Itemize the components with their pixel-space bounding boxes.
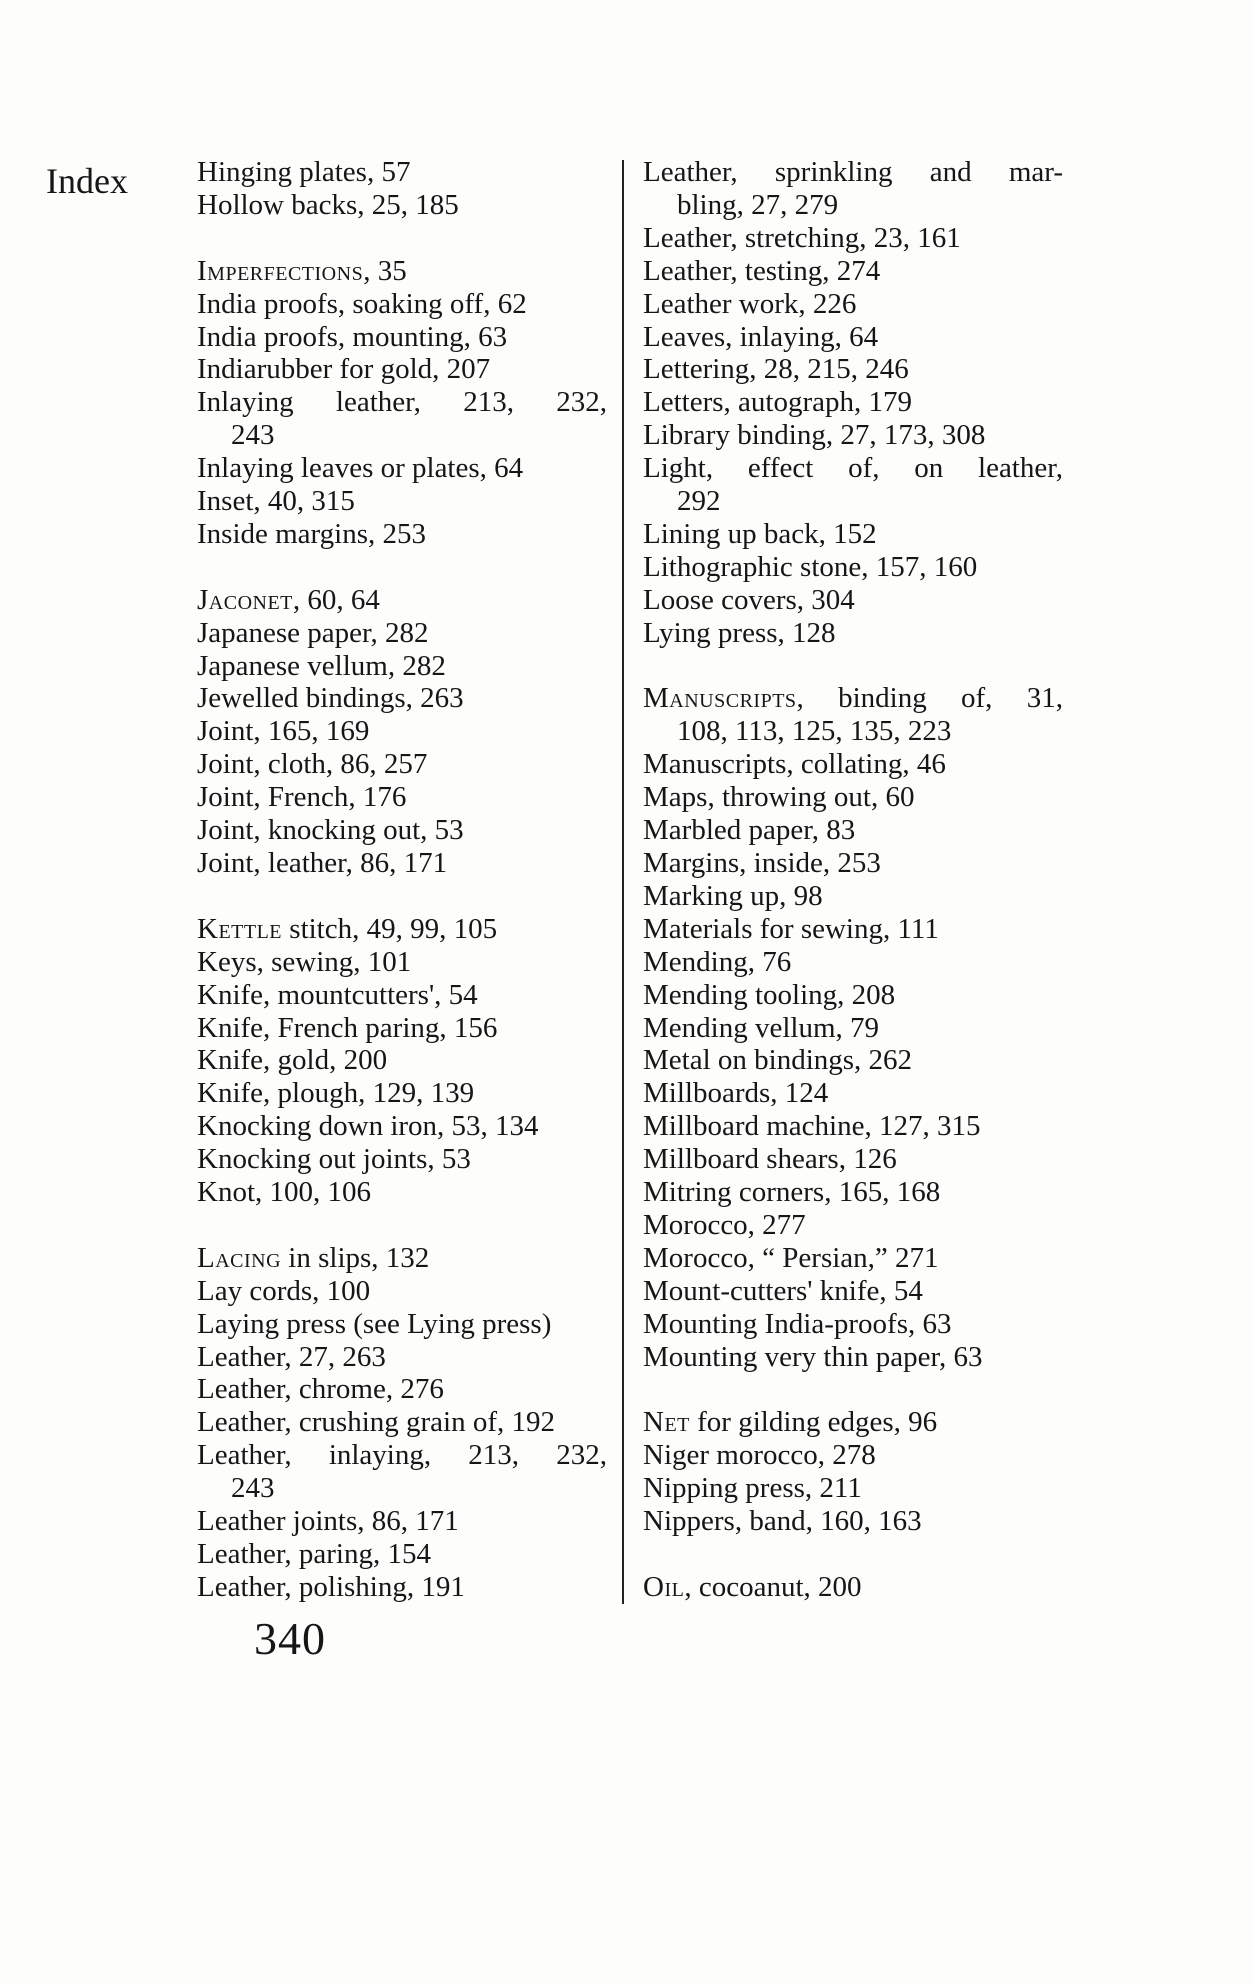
index-entry: Leather, polishing, 191 xyxy=(197,1570,465,1603)
index-entry: Morocco, “ Persian,” 271 xyxy=(643,1241,939,1274)
index-entry: Knife, mountcutters', 54 xyxy=(197,978,478,1011)
entry-text: stitch, 49, 99, 105 xyxy=(282,912,498,945)
index-entry: Leather work, 226 xyxy=(643,287,857,320)
index-entry: Library binding, 27, 173, 308 xyxy=(643,419,986,452)
index-entry xyxy=(643,1571,1063,1604)
index-entry: Joint, knocking out, 53 xyxy=(197,814,464,847)
index-entry: Inlaying leather, 213, 232, xyxy=(197,386,607,419)
section-lead-word: Oil xyxy=(643,1570,685,1603)
index-entry: Millboard shears, 126 xyxy=(643,1143,897,1176)
index-entry: Jewelled bindings, 263 xyxy=(197,682,464,715)
index-entry-continuation: 243 xyxy=(231,1472,275,1505)
index-entry: Leather, sprinkling and mar- xyxy=(643,156,1063,188)
index-entry: Millboard machine, 127, 315 xyxy=(643,1110,981,1143)
index-entry xyxy=(643,682,1063,715)
index-entry: Lettering, 28, 215, 246 xyxy=(643,353,909,386)
index-entry: Inside margins, 253 xyxy=(197,517,427,550)
index-entry: Inlaying leaves or plates, 64 xyxy=(197,452,524,485)
index-entry: Marking up, 98 xyxy=(643,879,823,912)
index-entry: Hollow backs, 25, 185 xyxy=(197,188,459,221)
index-entry: Manuscripts, collating, 46 xyxy=(643,748,946,781)
index-entry-continuation: 292 xyxy=(677,485,721,518)
index-entry: Lining up back, 152 xyxy=(643,517,877,550)
section-lead-word: Net xyxy=(643,1406,690,1439)
index-entry: Materials for sewing, 111 xyxy=(643,912,939,945)
index-entry: Knife, French paring, 156 xyxy=(197,1011,498,1044)
index-entry-continuation: 108, 113, 125, 135, 223 xyxy=(677,715,952,748)
index-entry: Leather, paring, 154 xyxy=(197,1538,431,1570)
index-entry: Mounting India-proofs, 63 xyxy=(643,1307,952,1340)
index-entry: Knife, gold, 200 xyxy=(197,1044,388,1077)
index-entry: Knocking down iron, 53, 134 xyxy=(197,1110,539,1143)
index-column-right xyxy=(643,156,1063,1604)
index-entry xyxy=(197,1242,607,1275)
index-entry: Leather, inlaying, 213, 232, xyxy=(197,1439,607,1472)
index-entry: Nipping press, 211 xyxy=(643,1472,862,1505)
index-entry: Laying press (see Lying press) xyxy=(197,1307,552,1340)
index-entry: India proofs, soaking off, 62 xyxy=(197,287,527,320)
index-entry: Joint, cloth, 86, 257 xyxy=(197,748,428,781)
index-entry: Indiarubber for gold, 207 xyxy=(197,353,491,386)
index-entry: Letters, autograph, 179 xyxy=(643,386,912,419)
index-entry: Margins, inside, 253 xyxy=(643,847,881,880)
index-entry: Niger morocco, 278 xyxy=(643,1439,876,1472)
entry-text: , 60, 64 xyxy=(292,583,380,616)
entry-text: , 35 xyxy=(363,254,407,287)
section-lead-word: Kettle xyxy=(197,912,283,945)
index-column-left xyxy=(197,156,607,1604)
index-entry: Mending vellum, 79 xyxy=(643,1011,880,1044)
index-entry xyxy=(197,584,607,617)
index-entry-continuation: 243 xyxy=(231,419,275,452)
index-entry: Marbled paper, 83 xyxy=(643,814,856,847)
index-entry: Light, effect of, on leather, xyxy=(643,452,1063,485)
entry-text: in slips, 132 xyxy=(281,1241,430,1274)
index-entry: Loose covers, 304 xyxy=(643,583,855,616)
index-entry: Morocco, 277 xyxy=(643,1208,806,1241)
column-divider xyxy=(622,160,624,1604)
index-entry: Leather, crushing grain of, 192 xyxy=(197,1406,555,1439)
index-entry: Maps, throwing out, 60 xyxy=(643,781,915,814)
index-entry: Mounting very thin paper, 63 xyxy=(643,1340,983,1373)
index-entry xyxy=(643,1406,1063,1439)
index-entry: Joint, 165, 169 xyxy=(197,715,370,748)
index-entry: Mitring corners, 165, 168 xyxy=(643,1176,941,1209)
entry-text: , cocoanut, 200 xyxy=(684,1570,862,1603)
index-entry xyxy=(197,913,607,946)
index-entry-continuation: bling, 27, 279 xyxy=(677,188,839,221)
index-entry: Keys, sewing, 101 xyxy=(197,945,412,978)
index-entry: Hinging plates, 57 xyxy=(197,156,411,188)
index-entry: Lying press, 128 xyxy=(643,616,836,649)
index-entry: Leaves, inlaying, 64 xyxy=(643,320,879,353)
section-lead-word: Manuscripts xyxy=(643,682,797,715)
index-entry: Mending tooling, 208 xyxy=(643,978,896,1011)
index-entry: Millboards, 124 xyxy=(643,1077,829,1110)
index-entry: Leather joints, 86, 171 xyxy=(197,1505,459,1538)
entry-text: , binding of, 31, xyxy=(796,682,1063,715)
section-lead-word: Jaconet xyxy=(197,583,293,616)
index-entry: Leather, stretching, 23, 161 xyxy=(643,221,961,254)
index-entry xyxy=(197,255,607,288)
running-header: Index xyxy=(46,161,128,201)
index-entry: Joint, French, 176 xyxy=(197,781,407,814)
index-entry: Leather, 27, 263 xyxy=(197,1340,386,1373)
section-lead-word: Lacing xyxy=(197,1241,282,1274)
page-number: 340 xyxy=(254,1613,326,1664)
section-lead-word: Imperfections xyxy=(197,254,364,287)
index-entry: Leather, testing, 274 xyxy=(643,254,881,287)
index-entry: Knife, plough, 129, 139 xyxy=(197,1077,475,1110)
index-entry: Knot, 100, 106 xyxy=(197,1176,371,1209)
entry-text: for gilding edges, 96 xyxy=(689,1406,938,1439)
index-entry: India proofs, mounting, 63 xyxy=(197,320,508,353)
index-entry: Inset, 40, 315 xyxy=(197,485,355,518)
index-entry: Metal on bindings, 262 xyxy=(643,1044,913,1077)
index-entry: Leather, chrome, 276 xyxy=(197,1373,444,1406)
index-entry: Lay cords, 100 xyxy=(197,1274,371,1307)
index-entry: Mending, 76 xyxy=(643,945,792,978)
index-entry: Lithographic stone, 157, 160 xyxy=(643,550,978,583)
index-entry: Knocking out joints, 53 xyxy=(197,1143,471,1176)
index-entry: Mount-cutters' knife, 54 xyxy=(643,1274,923,1307)
index-entry: Joint, leather, 86, 171 xyxy=(197,847,448,879)
index-entry: Japanese paper, 282 xyxy=(197,616,429,649)
index-entry: Japanese vellum, 282 xyxy=(197,649,446,682)
index-entry: Nippers, band, 160, 163 xyxy=(643,1505,922,1538)
